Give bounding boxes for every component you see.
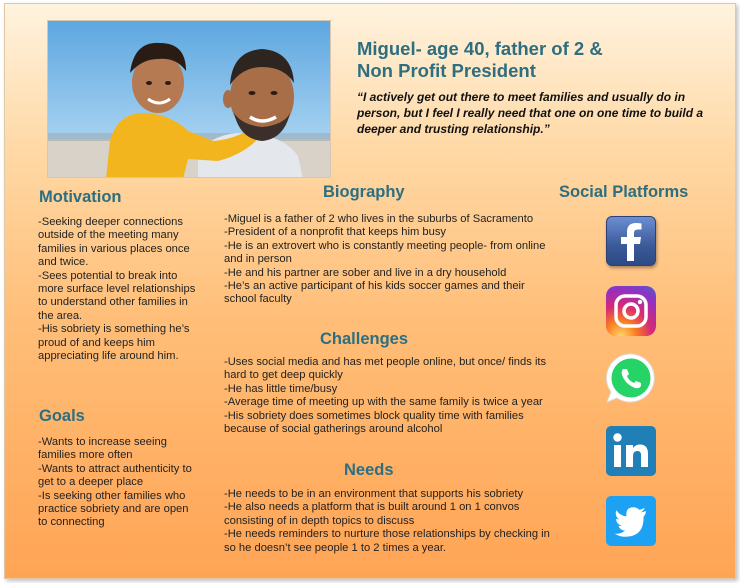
goals-heading: Goals — [39, 407, 85, 425]
motivation-item: -Sees potential to break into more surface level relationships to understand other families in the area. — [38, 269, 196, 322]
motivation-item: -His sobriety is something he’s proud of and keeps him appreciating life around him. — [38, 323, 190, 363]
needs-heading: Needs — [344, 461, 394, 479]
challenges-item: -Average time of meeting up with the same family is twice a year — [224, 396, 543, 409]
biography-item: -Miguel is a father of 2 who lives in the suburbs of Sacramento — [224, 213, 534, 225]
social-platforms-heading: Social Platforms — [559, 183, 689, 201]
persona-photo — [47, 20, 331, 178]
goals-item: -Is seeking other families who practice sobriety and are open to connecting — [38, 489, 189, 529]
biography-list — [224, 213, 554, 307]
persona-title-line2: Non Profit President — [357, 60, 536, 81]
persona-card — [4, 3, 736, 579]
biography-item: -President of a nonprofit that keeps him busy — [224, 226, 447, 239]
challenges-item: -Uses social media and has met people online, but once/ finds its hard to get deep quickly — [224, 356, 547, 382]
motivation-heading: Motivation — [39, 188, 122, 206]
whatsapp-icon — [602, 350, 660, 408]
instagram-icon — [606, 286, 656, 336]
twitter-icon — [606, 496, 656, 546]
goals-list — [38, 436, 198, 530]
persona-title — [357, 38, 717, 82]
father-son-photo — [48, 21, 331, 178]
needs-list — [224, 488, 554, 555]
needs-item: -He needs to be in an environment that supports his sobriety — [224, 488, 524, 500]
challenges-item: -His sobriety does sometimes block quality time with families because of social gatherings around alcohol — [224, 409, 524, 436]
biography-item: -He is an extrovert who is constantly meeting people- from online and in person — [224, 239, 546, 266]
biography-item: -He and his partner are sober and live in a dry household — [224, 266, 507, 279]
persona-quote: “I actively get out there to meet families and usually do in person, but I feel I really need that one on one time to build a deeper and trusting relationship.” — [357, 90, 704, 136]
biography-item: -He’s an active participant of his kids soccer games and their school faculty — [224, 280, 525, 306]
needs-item: -He needs reminders to nurture those relationships by checking in so he doesn’t see people 1 to 2 times a year. — [224, 528, 550, 554]
challenges-heading: Challenges — [320, 330, 409, 348]
linkedin-icon — [606, 426, 656, 476]
motivation-list — [38, 216, 198, 363]
challenges-item: -He has little time/busy — [224, 382, 338, 395]
facebook-icon — [606, 216, 656, 266]
motivation-item: -Seeking deeper connections outside of the meeting many families in various places once and twice. — [38, 216, 190, 269]
challenges-list — [224, 356, 554, 436]
biography-heading: Biography — [323, 183, 405, 201]
goals-item: -Wants to attract authenticity to get to a deeper place — [38, 462, 192, 489]
goals-item: -Wants to increase seeing families more often — [38, 436, 167, 462]
needs-item: -He also needs a platform that is built around 1 on 1 convos consisting of in depth topics to discuss — [224, 501, 520, 527]
persona-title-line1: Miguel- age 40, father of 2 & — [357, 38, 603, 59]
